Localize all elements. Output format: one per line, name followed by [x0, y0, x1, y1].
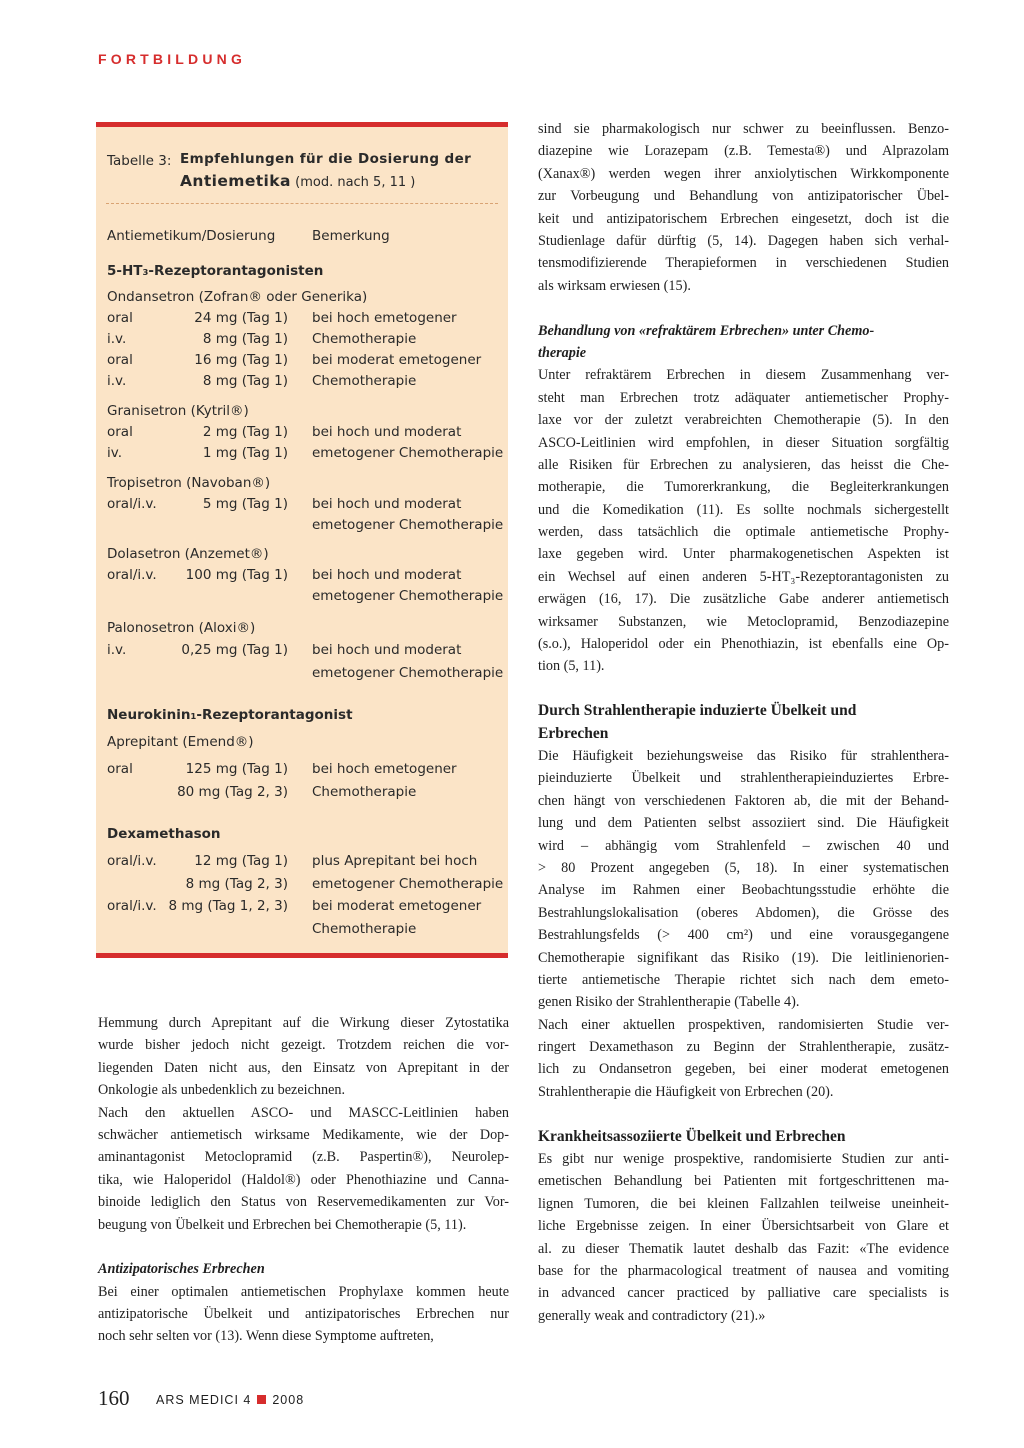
table-cell-c2: 8 mg (Tag 1)	[202, 373, 288, 389]
text-line: laxe gegeben wird. Unter pharmakogenetischen Aspekten ist	[538, 546, 949, 563]
text-line: base for the pharmacological treatment of nausea and vomiting	[538, 1263, 949, 1279]
table-title-line2	[180, 173, 415, 191]
text-line: Onkologie als unbedenklich zu bezeichnen.	[98, 1082, 346, 1099]
right-paragraph-1	[538, 118, 949, 297]
table-cell-c3: emetogener Chemotherapie	[312, 588, 504, 604]
text-line: Unter refraktärem Erbrechen in diesem Zusammenhang ver-	[538, 367, 949, 384]
table-cell-c1: Dolasetron (Anzemet®)	[107, 546, 269, 562]
table-cell-c3: bei hoch und moderat	[312, 567, 462, 583]
text-line: binoide lediglich den Status von Reservemedikamenten zur Vor-	[98, 1194, 509, 1211]
table-cell-c2: 8 mg (Tag 2, 3)	[185, 876, 288, 892]
heading-line: therapie	[538, 344, 587, 361]
table-cell-c1: iv.	[107, 445, 122, 461]
journal-name: ARS MEDICI 4	[156, 1393, 252, 1407]
table-title-line1: Empfehlungen für die Dosierung der	[180, 151, 472, 167]
text-line: tika, wie Haloperidol (Haldol®) oder Phenothiazine und Canna-	[98, 1171, 509, 1188]
text-line: Die Häufigkeit beziehungsweise das Risiko für strahlenthera-	[538, 748, 949, 764]
text-line: Es gibt nur wenige prospektive, randomisierte Studien zur anti-	[538, 1151, 949, 1168]
text-line: tensmodifizierende Therapieformen in verschiedenen Studien	[538, 255, 949, 272]
text-line: beugung von Übelkeit und Erbrechen bei Chemotherapie (5, 11).	[98, 1216, 467, 1233]
text-line: tion (5, 11).	[538, 658, 605, 675]
section-label: FORTBILDUNG	[98, 51, 247, 67]
table-cell-c2: 24 mg (Tag 1)	[194, 310, 288, 326]
text-line: Chemotherapie signifikant das Risiko (19). Die leitlinienorien-	[538, 949, 949, 966]
text-line: > 80 Prozent angegeben (5, 18). In einer systematischen	[538, 859, 949, 876]
table-cell-c1: oral/i.v.	[107, 496, 157, 512]
table-cell-c2: 125 mg (Tag 1)	[185, 761, 288, 777]
table-cell-c2: 80 mg (Tag 2, 3)	[177, 784, 288, 800]
text-line: laxe vor der zuletzt verabreichten Chemotherapie (5). In den	[538, 412, 949, 429]
text-line: al. zu dieser Thematik lautet deshalb das Fazit: «The evidence	[538, 1240, 949, 1257]
table-cell-c2: 100 mg (Tag 1)	[185, 567, 288, 583]
text-line: schwächer antiemetisch wirksame Medikamente, wie der Dop-	[98, 1126, 509, 1143]
table-cell-c3: emetogener Chemotherapie	[312, 445, 504, 461]
table-cell-c2: 2 mg (Tag 1)	[202, 424, 288, 440]
text-line: Bestrahlungsfelds (> 400 cm²) und eine vorausgegangene	[538, 927, 949, 944]
table-cell-c3: bei moderat emetogener	[312, 898, 482, 914]
table-cell-c1: i.v.	[107, 331, 127, 347]
right-paragraph-3	[538, 745, 949, 1014]
table-cell-c3: emetogener Chemotherapie	[312, 665, 504, 681]
text-line: und die Komedikation (11). Es sollte nochmals sichergestellt	[538, 501, 949, 518]
table-cell-c3: bei hoch und moderat	[312, 496, 462, 512]
table-cell-c1: Ondansetron (Zofran® oder Generika)	[107, 289, 368, 305]
table-cell-c3: emetogener Chemotherapie	[312, 517, 504, 533]
table-cell-c1: oral/i.v.	[107, 898, 157, 914]
heading-krankheitsassoziiert: Krankheitsassoziierte Übelkeit und Erbrechen	[538, 1127, 846, 1145]
table-cell-c1: oral	[107, 424, 133, 440]
table-cell-c1: oral/i.v.	[107, 853, 157, 869]
text-line: sind sie pharmakologisch nur schwer zu beeinflussen. Benzo-	[538, 121, 949, 137]
left-column	[98, 1012, 509, 1348]
table-cell-c1: Tropisetron (Navoban®)	[107, 475, 271, 491]
left-paragraph-2	[98, 1102, 509, 1236]
text-line: Bei einer optimalen antiemetischen Prophylaxe kommen heute	[98, 1283, 509, 1300]
text-line: lung und dem Patienten selbst assoziiert sind. Die Häufigkeit	[538, 815, 949, 832]
heading-strahlentherapie	[538, 700, 949, 745]
text-line: Nach den aktuellen ASCO- und MASCC-Leitlinien haben	[98, 1104, 509, 1121]
table-label: Tabelle 3:	[107, 153, 172, 169]
table-cell-c1: Granisetron (Kytril®)	[107, 403, 249, 419]
table-cell-c3: bei hoch emetogener	[312, 310, 457, 326]
text-line: tierte antiemetische Therapie richtet sich nach dem emeto-	[538, 971, 949, 988]
text-line: liche Ergebnisse zeigen. In einer Übersichtsarbeit von Glare et	[538, 1218, 949, 1235]
table-cell-c2: 16 mg (Tag 1)	[194, 352, 288, 368]
table-cell-c3: bei hoch emetogener	[312, 761, 457, 777]
text-line: (s.o.), Haloperidol oder ein Phenothiazin, ist ebenfalls eine Op-	[538, 636, 949, 653]
text-line: Bestrahlungslokalisation (oberes Abdomen), die Grösse des	[538, 904, 949, 921]
left-paragraph-3	[98, 1281, 509, 1348]
text-line: als wirksam erwiesen (15).	[538, 277, 691, 294]
table-box	[96, 122, 508, 958]
text-line: pieinduzierte Übelkeit und strahlentherapieinduziertes Erbre-	[538, 770, 949, 787]
table-cell-c1: Aprepitant (Emend®)	[107, 734, 254, 750]
table-cell-c2: 5 mg (Tag 1)	[202, 496, 288, 512]
table-title-sub: (mod. nach 5, 11 )	[295, 175, 416, 190]
text-line: Analyse im Rahmen einer Beobachtungsstudie erhöhte die	[538, 882, 949, 899]
text-line: (Xanax®) werden wegen ihrer anxiolytischen Wirkkomponente	[538, 165, 949, 182]
table-cell-c1: Neurokinin₁-Rezeptorantagonist	[107, 707, 353, 723]
table-cell-c3: emetogener Chemotherapie	[312, 876, 504, 892]
text-line: emetischen Behandlung bei Patienten mit fortgeschrittenen ma-	[538, 1173, 949, 1190]
text-line: diazepine wie Lorazepam (z.B. Temesta®) und Alprazolam	[538, 143, 949, 160]
table-cell-c3: Chemotherapie	[312, 373, 417, 389]
heading-line: Durch Strahlentherapie induzierte Übelkeit und	[538, 702, 857, 720]
footer-square-icon	[257, 1395, 266, 1404]
table-cell-c3: bei moderat emetogener	[312, 352, 482, 368]
text-line: keit und antizipatorischem Erbrechen eingesetzt, doch ist die	[538, 210, 949, 227]
table-cell-c1: Dexamethason	[107, 826, 221, 842]
text-line: ein Wechsel auf einen anderen 5-HT₃-Rezeptorantagonisten zu	[538, 568, 949, 585]
heading-line: Behandlung von «refraktärem Erbrechen» unter Chemo-	[538, 322, 875, 339]
journal-footer	[156, 1393, 304, 1407]
table-cell-c3: Chemotherapie	[312, 784, 417, 800]
text-line: Hemmung durch Aprepitant auf die Wirkung dieser Zytostatika	[98, 1015, 509, 1031]
table-cell-c3: Chemotherapie	[312, 921, 417, 937]
text-line: liegenden Daten nicht aus, den Einsatz von Aprepitant in der	[98, 1059, 509, 1076]
table-cell-c1: i.v.	[107, 642, 127, 658]
text-line: werden, dass tatsächlich die optimale antiemetische Prophy-	[538, 524, 949, 541]
text-line: ringert Dexamethason zu Beginn der Strahlentherapie, zusätz-	[538, 1039, 949, 1056]
heading-refraktaer	[538, 320, 949, 365]
right-paragraph-2	[538, 364, 949, 677]
left-paragraph-1	[98, 1012, 509, 1102]
table-separator	[106, 203, 498, 204]
text-line: lignen Tumoren, die bei kleinen Fallzahlen teilweise uneinheit-	[538, 1195, 949, 1212]
table-cell-c1: Palonosetron (Aloxi®)	[107, 620, 256, 636]
table-cell-c1: oral	[107, 761, 133, 777]
table-col-header-1: Antiemetikum/Dosierung	[107, 228, 276, 244]
text-line: motherapie, die Tumorerkrankung, die Begleiterkrankungen	[538, 479, 949, 496]
heading-line: Erbrechen	[538, 724, 609, 742]
table-cell-c2: 8 mg (Tag 1, 2, 3)	[168, 898, 288, 914]
table-cell-c2: 0,25 mg (Tag 1)	[181, 642, 288, 658]
text-line: steht man Erbrechen trotz adäquater antiemetischer Prophy-	[538, 389, 949, 406]
heading-antizipatorisch: Antizipatorisches Erbrechen	[98, 1261, 265, 1278]
right-paragraph-5	[538, 1148, 949, 1327]
text-line: erwägen (16, 17). Die zusätzliche Gabe anderer antiemetisch	[538, 591, 949, 608]
text-line: Strahlentherapie die Häufigkeit von Erbrechen (20).	[538, 1083, 834, 1100]
text-line: aminantagonist Metoclopramid (z.B. Paspertin®), Neurolep-	[98, 1149, 509, 1166]
text-line: wird – abhängig vom Strahlenfeld – zwischen 40 und	[538, 837, 949, 854]
table-cell-c2: 12 mg (Tag 1)	[194, 853, 288, 869]
text-line: wirksamer Substanzen, wie Metoclopramid, Benzodiazepine	[538, 613, 949, 630]
journal-year: 2008	[272, 1393, 305, 1407]
text-line: wurde bisher jedoch nicht gezeigt. Trotzdem reichen die vor-	[98, 1037, 509, 1054]
text-line: ASCO-Leitlinien wird empfohlen, in dieser Situation sorgfältig	[538, 434, 949, 451]
table-cell-c3: bei hoch und moderat	[312, 642, 462, 658]
text-line: alle Risiken für Erbrechen zu analysieren, das heisst die Che-	[538, 456, 949, 473]
table-cell-c1: i.v.	[107, 373, 127, 389]
table-cell-c3: plus Aprepitant bei hoch	[312, 853, 478, 869]
table-col-header-2: Bemerkung	[312, 228, 390, 244]
right-column	[538, 118, 949, 1327]
text-line: noch sehr selten vor (13). Wenn diese Symptome auftreten,	[98, 1328, 434, 1345]
text-line: chen hängt von verschiedenen Faktoren ab, die mit der Behand-	[538, 792, 949, 809]
table-cell-c1: oral	[107, 310, 133, 326]
page-number: 160	[98, 1386, 130, 1410]
text-line: Nach einer aktuellen prospektiven, randomisierten Studie ver-	[538, 1016, 949, 1033]
text-line: lich zu Ondansetron gegeben, bei einer moderat emetogenen	[538, 1061, 949, 1078]
text-line: generally weak and contradictory (21).»	[538, 1307, 766, 1324]
table-title-bold: Antiemetika	[180, 172, 291, 190]
table-cell-c1: oral	[107, 352, 133, 368]
table-cell-c1: 5-HT₃-Rezeptorantagonisten	[107, 263, 324, 279]
text-line: antizipatorische Übelkeit und antizipatorisches Erbrechen nur	[98, 1306, 509, 1323]
table-cell-c2: 1 mg (Tag 1)	[202, 445, 288, 461]
table-cell-c1: oral/i.v.	[107, 567, 157, 583]
text-line: genen Risiko der Strahlentherapie (Tabelle 4).	[538, 994, 800, 1011]
right-paragraph-4	[538, 1014, 949, 1104]
text-line: Studienlage dafür dürftig (5, 14). Dagegen haben sich verhal-	[538, 232, 949, 249]
text-line: zur Vorbeugung und Behandlung von antizipatorischer Übel-	[538, 188, 949, 205]
table-cell-c2: 8 mg (Tag 1)	[202, 331, 288, 347]
table-cell-c3: bei hoch und moderat	[312, 424, 462, 440]
table-cell-c3: Chemotherapie	[312, 331, 417, 347]
text-line: in advanced cancer practiced by palliative care specialists is	[538, 1285, 949, 1302]
